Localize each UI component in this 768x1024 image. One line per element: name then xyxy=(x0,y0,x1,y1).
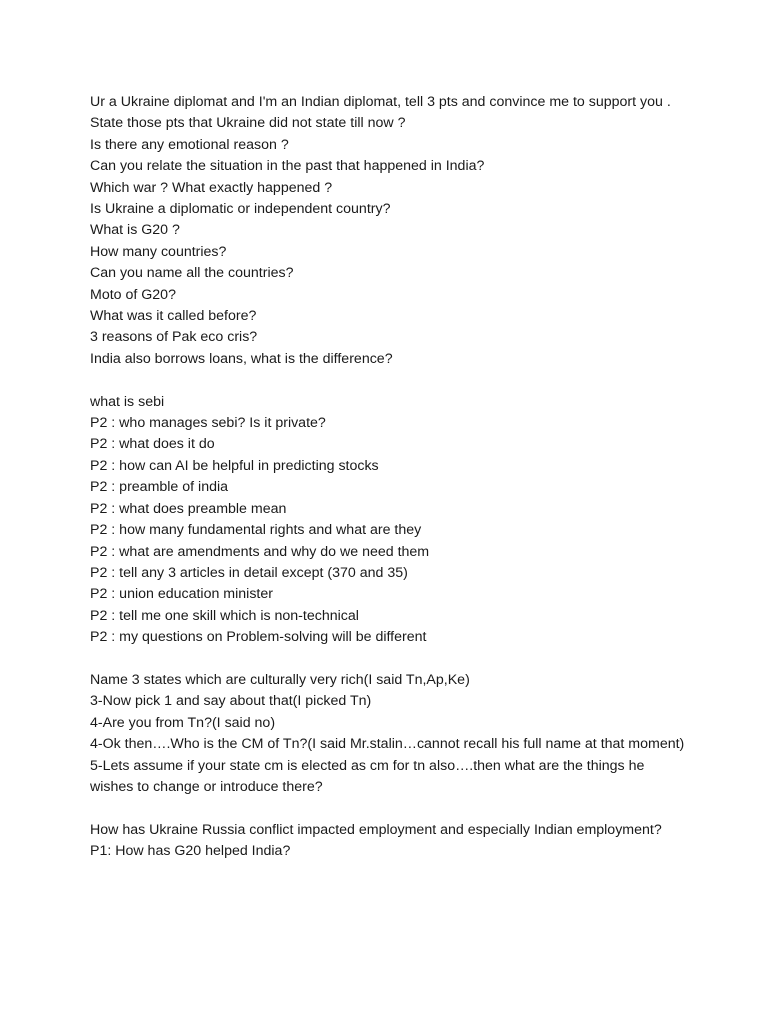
text-line: 3-Now pick 1 and say about that(I picked Tn) xyxy=(90,693,372,710)
text-line: P2 : what does preamble mean xyxy=(90,500,287,517)
text-line: P2 : what are amendments and why do we need them xyxy=(90,543,430,560)
text-line: P2 : my questions on Problem-solving will be different xyxy=(90,629,427,646)
text-line: P2 : union education minister xyxy=(90,586,273,603)
text-line: 3 reasons of Pak eco cris? xyxy=(90,329,258,346)
text-line: How has Ukraine Russia conflict impacted employment and especially Indian employment? xyxy=(90,821,662,838)
text-line: P2 : tell any 3 articles in detail except (370 and 35) xyxy=(90,564,408,581)
text-line: Moto of G20? xyxy=(90,286,176,303)
text-line: Can you relate the situation in the past that happened in India? xyxy=(90,158,485,175)
document-page xyxy=(90,92,690,863)
text-line: Ur a Ukraine diplomat and I'm an Indian diplomat, tell 3 pts and convince me to support you . xyxy=(90,94,671,110)
text-line: What was it called before? xyxy=(90,308,257,325)
section-conflict-questions xyxy=(90,820,690,863)
paragraph-gap xyxy=(90,649,690,670)
text-line: Which war ? What exactly happened ? xyxy=(90,179,333,196)
paragraph-gap xyxy=(90,798,690,819)
text-line: Is there any emotional reason ? xyxy=(90,136,289,153)
text-line: How many countries? xyxy=(90,243,227,260)
section-states-questions xyxy=(90,670,690,798)
text-line: P2 : how many fundamental rights and what are they xyxy=(90,522,422,539)
text-line: P2 : who manages sebi? Is it private? xyxy=(90,415,326,432)
text-line: Is Ukraine a diplomatic or independent country? xyxy=(90,201,391,218)
section-sebi-questions xyxy=(90,392,690,649)
text-line: P1: How has G20 helped India? xyxy=(90,843,291,860)
text-line: P2 : what does it do xyxy=(90,436,215,453)
text-line: 4-Ok then….Who is the CM of Tn?(I said Mr.stalin…cannot recall his full name at that moment) xyxy=(90,736,685,753)
text-line: what is sebi xyxy=(90,393,165,410)
text-line: P2 : preamble of india xyxy=(90,479,229,496)
text-line: P2 : how can AI be helpful in predicting stocks xyxy=(90,457,379,474)
paragraph-gap xyxy=(90,370,690,391)
text-line: P2 : tell me one skill which is non-technical xyxy=(90,607,359,624)
text-line: What is G20 ? xyxy=(90,222,180,239)
text-line: Name 3 states which are culturally very rich(I said Tn,Ap,Ke) xyxy=(90,671,470,688)
section-ukraine-g20-questions xyxy=(90,92,690,370)
text-line: State those pts that Ukraine did not state till now ? xyxy=(90,115,406,132)
text-line: Can you name all the countries? xyxy=(90,265,294,282)
text-line: 4-Are you from Tn?(I said no) xyxy=(90,714,276,731)
text-line: 5-Lets assume if your state cm is elected as cm for tn also….then what are the things he wishes to change or introduce there? xyxy=(90,757,645,795)
text-line: India also borrows loans, what is the difference? xyxy=(90,350,393,367)
